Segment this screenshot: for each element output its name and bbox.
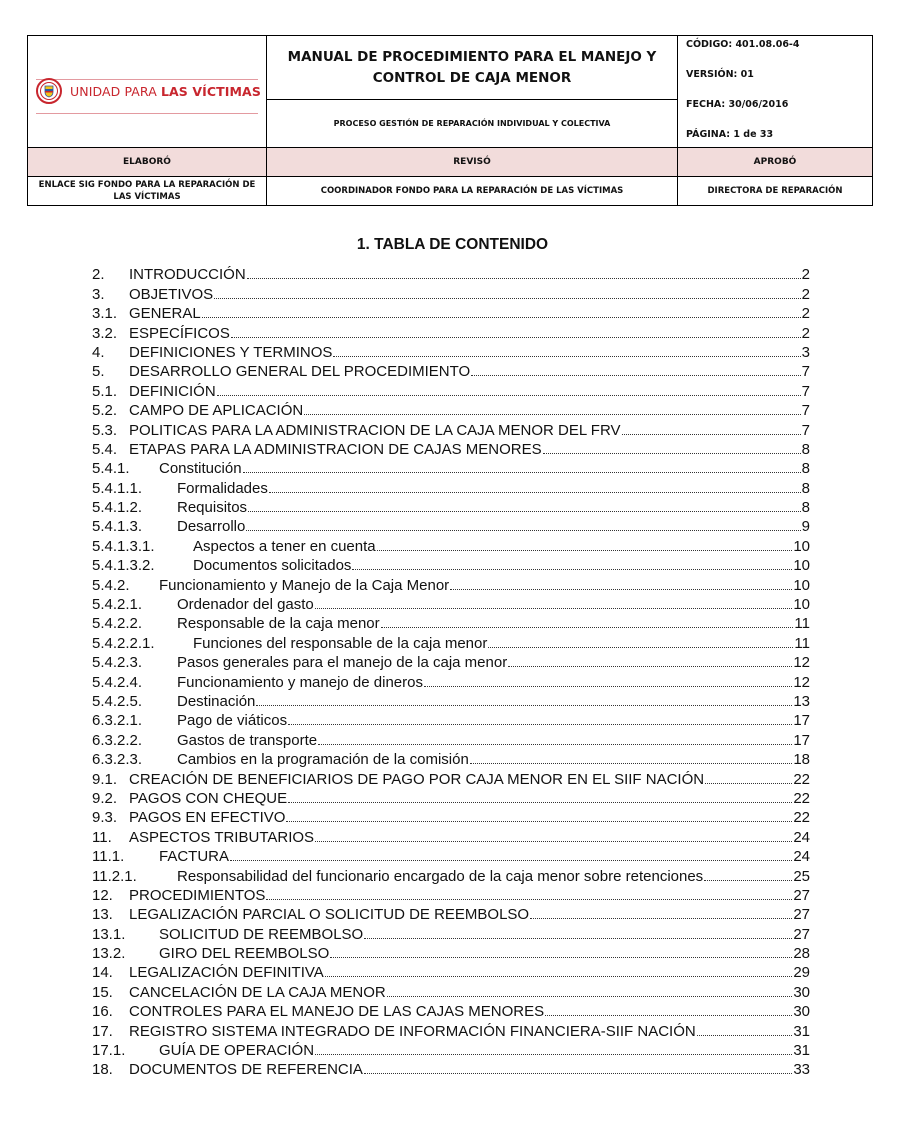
reviso-label: REVISÓ <box>267 148 678 177</box>
toc-entry-page: 28 <box>793 945 810 963</box>
toc-leader-dots <box>247 278 801 279</box>
elaboro-label: ELABORÓ <box>28 148 267 177</box>
fecha: FECHA: 30/06/2016 <box>686 99 789 110</box>
toc-entry-page: 30 <box>793 1003 810 1021</box>
toc-entry-label: Destinación <box>177 692 256 710</box>
toc-entry-number: 5.4.1.3.2. <box>92 557 155 575</box>
toc-entry-page: 8 <box>801 499 810 517</box>
toc-leader-dots <box>256 705 792 706</box>
toc-entry[interactable] <box>92 342 810 361</box>
toc-entry-page: 8 <box>801 440 810 458</box>
toc-entry[interactable] <box>92 826 810 845</box>
version: VERSIÓN: 01 <box>686 69 754 80</box>
toc-entry-page: 24 <box>793 828 810 846</box>
toc-entry[interactable] <box>92 1059 810 1078</box>
toc-entry-label: Funcionamiento y manejo de dineros <box>177 673 423 691</box>
toc-entry-label: ESPECÍFICOS <box>129 324 230 342</box>
toc-entry-number: 5.4.2. <box>92 576 130 594</box>
toc-entry-number: 5.4.1.2. <box>92 499 143 517</box>
toc-leader-dots <box>704 880 792 881</box>
toc-leader-dots <box>377 550 793 551</box>
toc-entry-page: 9 <box>801 518 810 536</box>
toc-entry-number: 9.2. <box>92 789 118 807</box>
toc-entry-label: CAMPO DE APLICACIÓN <box>129 402 304 420</box>
toc-entry-label: Ordenador del gasto <box>177 596 314 614</box>
toc-entry-page: 10 <box>793 576 810 594</box>
toc-title: 1. TABLA DE CONTENIDO <box>356 236 549 253</box>
toc-leader-dots <box>231 337 801 338</box>
toc-leader-dots <box>705 783 792 784</box>
toc-entry-page: 2 <box>801 285 810 303</box>
toc-entry-label: Gastos de transporte <box>177 731 318 749</box>
toc-entry-page: 31 <box>793 1042 810 1060</box>
unidad-victimas-logo <box>36 78 261 104</box>
coat-of-arms-icon <box>36 78 62 104</box>
toc-leader-dots <box>697 1035 793 1036</box>
toc-entry[interactable] <box>92 691 810 710</box>
document-title: MANUAL DE PROCEDIMIENTO PARA EL MANEJO Y CONTROL DE CAJA MENOR <box>267 36 678 100</box>
toc-entry-page: 7 <box>801 363 810 381</box>
toc-entry-page: 27 <box>793 886 810 904</box>
toc-entry-label: POLITICAS PARA LA ADMINISTRACION DE LA CAJA MENOR DEL FRV <box>129 421 621 439</box>
toc-leader-dots <box>424 686 792 687</box>
toc-leader-dots <box>545 1015 792 1016</box>
toc-leader-dots <box>318 744 792 745</box>
toc-entry-number: 5.4.2.4. <box>92 673 143 691</box>
toc-entry-page: 22 <box>793 789 810 807</box>
toc-leader-dots <box>387 996 793 997</box>
toc-entry-number: 14. <box>92 964 113 982</box>
toc-entry-label: DOCUMENTOS DE REFERENCIA <box>129 1061 363 1079</box>
toc-leader-dots <box>543 453 801 454</box>
toc-entry-number: 5.4.1.3.1. <box>92 537 155 555</box>
toc-entry-number: 3. <box>92 285 105 303</box>
toc-entry-number: 13.1. <box>92 925 126 943</box>
document-header-table <box>27 35 873 206</box>
toc-entry-number: 5.4.2.3. <box>92 654 143 672</box>
toc-leader-dots <box>217 395 801 396</box>
toc-entry-label: Pasos generales para el manejo de la caja menor <box>177 654 508 672</box>
toc-leader-dots <box>330 957 792 958</box>
toc-leader-dots <box>288 802 792 803</box>
toc-entry-label: Aspectos a tener en cuenta <box>193 537 376 555</box>
process-name: PROCESO GESTIÓN DE REPARACIÓN INDIVIDUAL Y COLECTIVA <box>267 100 678 148</box>
toc-entry-number: 6.3.2.1. <box>92 712 143 730</box>
toc-entry-page: 11 <box>794 615 810 633</box>
toc-entry-page: 7 <box>801 402 810 420</box>
toc-entry-number: 3.1. <box>92 305 118 323</box>
toc-entry[interactable] <box>92 885 810 904</box>
toc-entry-page: 27 <box>793 925 810 943</box>
toc-leader-dots <box>364 1073 792 1074</box>
toc-leader-dots <box>381 627 794 628</box>
toc-entry-page: 31 <box>793 1022 810 1040</box>
toc-entry-number: 2. <box>92 266 105 284</box>
toc-entry[interactable] <box>92 768 810 787</box>
toc-entry-page: 30 <box>793 983 810 1001</box>
toc-entry-number: 5.4.1. <box>92 460 130 478</box>
toc-entry-number: 5.1. <box>92 382 118 400</box>
toc-entry-page: 2 <box>801 324 810 342</box>
toc-entry-label: Pago de viáticos <box>177 712 288 730</box>
toc-entry-number: 13.2. <box>92 945 126 963</box>
toc-entry-number: 5.4.1.1. <box>92 479 143 497</box>
toc-leader-dots <box>325 976 793 977</box>
toc-leader-dots <box>333 356 800 357</box>
toc-leader-dots <box>304 414 800 415</box>
toc-entry[interactable] <box>92 923 810 942</box>
toc-entry-number: 13. <box>92 906 113 924</box>
toc-leader-dots <box>364 938 792 939</box>
toc-entry[interactable] <box>92 458 810 477</box>
toc-entry-page: 29 <box>793 964 810 982</box>
toc-entry-page: 22 <box>793 809 810 827</box>
toc-entry-label: SOLICITUD DE REEMBOLSO <box>159 925 364 943</box>
toc-entry-number: 5.3. <box>92 421 118 439</box>
toc-entry[interactable] <box>92 729 810 748</box>
toc-entry-label: Funciones del responsable de la caja menor <box>193 634 488 652</box>
toc-entry-page: 18 <box>793 751 810 769</box>
aprobo-value: DIRECTORA DE REPARACIÓN <box>707 186 843 196</box>
toc-entry-label: LEGALIZACIÓN DEFINITIVA <box>129 964 324 982</box>
toc-entry-label: CREACIÓN DE BENEFICIARIOS DE PAGO POR CAJA MENOR EN EL SIIF NACIÓN <box>129 770 705 788</box>
pagina: PÁGINA: 1 de 33 <box>686 129 774 140</box>
toc-entry[interactable] <box>92 303 810 322</box>
toc-entry-number: 11.1. <box>92 848 125 866</box>
logo-cell <box>28 36 267 148</box>
toc-entry-page: 25 <box>793 867 810 885</box>
toc-leader-dots <box>286 821 792 822</box>
toc-leader-dots <box>622 434 801 435</box>
toc-entry-label: PAGOS CON CHEQUE <box>129 789 288 807</box>
toc-entry-number: 5.4.2.5. <box>92 692 143 710</box>
toc-entry-number: 5.2. <box>92 402 118 420</box>
toc-entry-number: 17. <box>92 1022 113 1040</box>
toc-entry-page: 13 <box>793 692 810 710</box>
toc-entry-number: 12. <box>92 886 113 904</box>
toc-leader-dots <box>266 899 792 900</box>
toc-entry[interactable] <box>92 497 810 516</box>
toc-entry[interactable] <box>92 380 810 399</box>
toc-entry-number: 5.4.1.3. <box>92 518 143 536</box>
toc-entry-page: 12 <box>793 673 810 691</box>
toc-leader-dots <box>202 317 801 318</box>
document-meta <box>678 36 872 148</box>
toc-entry-label: GENERAL <box>129 305 201 323</box>
toc-entry[interactable] <box>92 439 810 458</box>
toc-entry[interactable] <box>92 710 810 729</box>
toc-entry-label: LEGALIZACIÓN PARCIAL O SOLICITUD DE REEMBOLSO <box>129 906 530 924</box>
toc-entry[interactable] <box>92 632 810 651</box>
reviso-value: COORDINADOR FONDO PARA LA REPARACIÓN DE LAS VÍCTIMAS <box>267 177 678 205</box>
toc-entry-page: 22 <box>793 770 810 788</box>
toc-leader-dots <box>288 724 792 725</box>
toc-entry-page: 27 <box>793 906 810 924</box>
toc-leader-dots <box>508 666 792 667</box>
toc-entry[interactable] <box>92 865 810 884</box>
toc-entry[interactable] <box>92 574 810 593</box>
toc-leader-dots <box>243 472 801 473</box>
toc-entry-label: GUÍA DE OPERACIÓN <box>159 1042 315 1060</box>
toc-entry[interactable] <box>92 981 810 1000</box>
toc-entry[interactable] <box>92 1020 810 1039</box>
toc-leader-dots <box>530 918 792 919</box>
toc-entry-number: 16. <box>92 1003 113 1021</box>
toc-entry-label: Requisitos <box>177 499 248 517</box>
toc-entry[interactable] <box>92 594 810 613</box>
toc-entry-page: 10 <box>793 557 810 575</box>
toc-entry[interactable] <box>92 400 810 419</box>
toc-entry-label: ETAPAS PARA LA ADMINISTRACION DE CAJAS MENORES <box>129 440 542 458</box>
elaboro-value: ENLACE SIG FONDO PARA LA REPARACIÓN DE LAS VÍCTIMAS <box>28 177 267 205</box>
toc-entry-label: GIRO DEL REEMBOLSO <box>159 945 330 963</box>
toc-leader-dots <box>269 492 801 493</box>
toc-leader-dots <box>230 860 792 861</box>
toc-entry[interactable] <box>92 788 810 807</box>
toc-entry-number: 11. <box>92 828 112 846</box>
toc-leader-dots <box>315 841 792 842</box>
toc-entry[interactable] <box>92 535 810 554</box>
toc-entry-label: DESARROLLO GENERAL DEL PROCEDIMIENTO <box>129 363 471 381</box>
toc-entry-label: Formalidades <box>177 479 268 497</box>
toc-leader-dots <box>315 608 793 609</box>
toc-entry-number: 17.1. <box>92 1042 126 1060</box>
toc-entry-number: 5.4.2.2. <box>92 615 143 633</box>
table-of-contents <box>92 264 810 1078</box>
toc-entry-label: PAGOS EN EFECTIVO <box>129 809 286 827</box>
toc-entry-label: CONTROLES PARA EL MANEJO DE LAS CAJAS MENORES <box>129 1003 545 1021</box>
toc-entry-label: PROCEDIMIENTOS <box>129 886 266 904</box>
logo-text: UNIDAD PARA LAS VÍCTIMAS <box>70 83 261 99</box>
toc-entry-label: Desarrollo <box>177 518 246 536</box>
toc-entry-label: Funcionamiento y Manejo de la Caja Menor <box>159 576 450 594</box>
toc-entry-number: 9.3. <box>92 809 118 827</box>
toc-entry-page: 24 <box>793 848 810 866</box>
toc-leader-dots <box>470 763 793 764</box>
toc-entry-page: 17 <box>793 712 810 730</box>
toc-entry[interactable] <box>92 943 810 962</box>
toc-entry-page: 10 <box>793 596 810 614</box>
toc-entry-number: 6.3.2.3. <box>92 751 143 769</box>
toc-entry-page: 7 <box>801 421 810 439</box>
toc-leader-dots <box>214 298 800 299</box>
toc-entry-number: 4. <box>92 343 105 361</box>
toc-entry-number: 9.1. <box>92 770 118 788</box>
toc-entry-label: DEFINICIÓN <box>129 382 216 400</box>
toc-entry[interactable] <box>92 962 810 981</box>
toc-entry[interactable] <box>92 516 810 535</box>
toc-entry-label: CANCELACIÓN DE LA CAJA MENOR <box>129 983 386 1001</box>
toc-entry[interactable] <box>92 1040 810 1059</box>
toc-entry-page: 10 <box>793 537 810 555</box>
toc-entry-page: 7 <box>801 382 810 400</box>
toc-entry-page: 11 <box>794 634 810 652</box>
toc-entry[interactable] <box>92 749 810 768</box>
toc-entry[interactable] <box>92 322 810 341</box>
aprobo-label: APROBÓ <box>678 148 872 177</box>
toc-entry-page: 33 <box>793 1061 810 1079</box>
toc-entry-page: 3 <box>801 343 810 361</box>
toc-entry[interactable] <box>92 361 810 380</box>
toc-entry-label: DEFINICIONES Y TERMINOS <box>129 343 333 361</box>
toc-entry-number: 3.2. <box>92 324 118 342</box>
toc-entry[interactable] <box>92 1001 810 1020</box>
toc-entry-page: 2 <box>801 305 810 323</box>
toc-entry-label: Responsable de la caja menor <box>177 615 380 633</box>
toc-entry[interactable] <box>92 264 810 283</box>
toc-entry[interactable] <box>92 419 810 438</box>
toc-entry[interactable] <box>92 652 810 671</box>
toc-entry-label: Responsabilidad del funcionario encargado de la caja menor sobre retenciones <box>177 867 704 885</box>
toc-entry[interactable] <box>92 807 810 826</box>
toc-entry-page: 8 <box>801 460 810 478</box>
toc-entry[interactable] <box>92 846 810 865</box>
toc-entry-number: 5.4.2.1. <box>92 596 143 614</box>
toc-entry-label: Constitución <box>159 460 242 478</box>
toc-leader-dots <box>246 530 800 531</box>
toc-entry-page: 8 <box>801 479 810 497</box>
toc-leader-dots <box>315 1054 792 1055</box>
toc-entry-page: 17 <box>793 731 810 749</box>
toc-entry-label: Cambios en la programación de la comisión <box>177 751 469 769</box>
toc-leader-dots <box>471 375 800 376</box>
toc-entry-number: 6.3.2.2. <box>92 731 143 749</box>
toc-entry[interactable] <box>92 555 810 574</box>
toc-entry-label: ASPECTOS TRIBUTARIOS <box>129 828 315 846</box>
toc-entry[interactable] <box>92 671 810 690</box>
toc-entry-number: 5.4.2.2.1. <box>92 634 155 652</box>
toc-entry-number: 18. <box>92 1061 113 1079</box>
toc-entry-number: 11.2.1. <box>92 867 137 885</box>
logo-bottom-rule <box>36 113 258 114</box>
toc-entry[interactable] <box>92 613 810 632</box>
toc-leader-dots <box>352 569 792 570</box>
toc-entry-label: INTRODUCCIÓN <box>129 266 246 284</box>
toc-entry-page: 12 <box>793 654 810 672</box>
toc-entry-number: 5. <box>92 363 105 381</box>
toc-entry-number: 15. <box>92 983 113 1001</box>
toc-entry-page: 2 <box>801 266 810 284</box>
toc-leader-dots <box>488 647 793 648</box>
toc-entry[interactable] <box>92 477 810 496</box>
toc-entry-label: REGISTRO SISTEMA INTEGRADO DE INFORMACIÓN FINANCIERA-SIIF NACIÓN <box>129 1022 696 1040</box>
toc-entry-label: OBJETIVOS <box>129 285 214 303</box>
toc-entry[interactable] <box>92 283 810 302</box>
codigo: CÓDIGO: 401.08.06-4 <box>686 39 800 50</box>
toc-leader-dots <box>450 589 792 590</box>
toc-entry[interactable] <box>92 904 810 923</box>
toc-entry-number: 5.4. <box>92 440 118 458</box>
toc-leader-dots <box>248 511 801 512</box>
toc-entry-label: FACTURA <box>159 848 230 866</box>
toc-entry-label: Documentos solicitados <box>193 557 352 575</box>
